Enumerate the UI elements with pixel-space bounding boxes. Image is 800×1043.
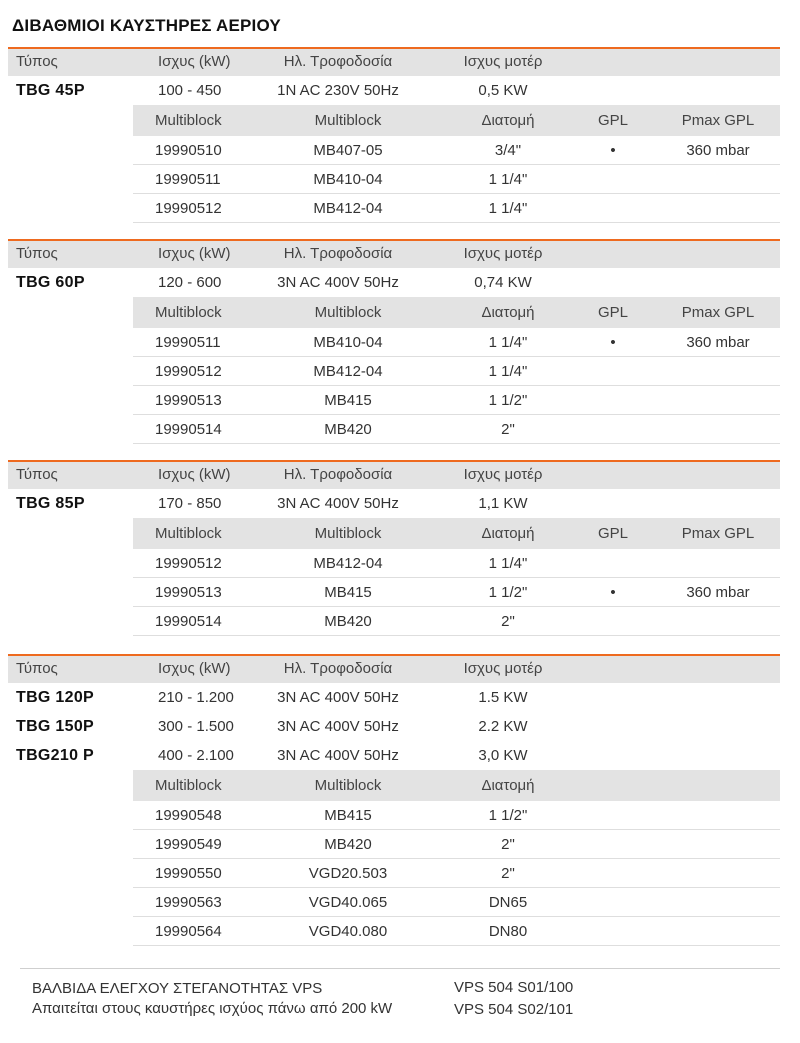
model-power: 120 - 600 (158, 274, 222, 291)
subheader-code: Multiblock (155, 304, 222, 321)
header-type: Τύπος (16, 53, 58, 70)
subheader-multiblock: Multiblock (314, 525, 382, 542)
gpl-marker (583, 549, 643, 578)
vps-title: ΒΑΛΒΙΔΑ ΕΛΕΓΧΟΥ ΣΤΕΓΑΝΟΤΗΤΑΣ VPS (32, 980, 323, 997)
multiblock-model: VGD40.065 (308, 894, 388, 911)
header-type: Τύπος (16, 660, 58, 677)
subheader-pmax: Pmax GPL (681, 525, 755, 542)
vps-code: VPS 504 S02/101 (454, 1001, 574, 1018)
subheader-multiblock: Multiblock (314, 112, 382, 129)
multiblock-diameter: 1 1/2" (488, 807, 528, 824)
pmax-gpl (663, 386, 773, 415)
multiblock-model: MB420 (324, 613, 372, 630)
vps-footer (20, 968, 780, 1018)
header-type: Τύπος (16, 466, 58, 483)
model-name: TBG 85P (16, 495, 85, 512)
model-power: 170 - 850 (158, 495, 222, 512)
pmax-gpl: 360 mbar (686, 334, 750, 351)
subheader-code: Multiblock (155, 525, 222, 542)
multiblock-row (133, 859, 780, 888)
model-motor: 0,74 KW (474, 274, 532, 291)
multiblock-model: MB415 (324, 807, 372, 824)
multiblock-model: VGD20.503 (308, 865, 388, 882)
model-supply: 1N AC 230V 50Hz (277, 82, 399, 99)
subheader-pmax: Pmax GPL (681, 304, 755, 321)
multiblock-code: 19990514 (155, 421, 222, 438)
burner-group (8, 239, 780, 444)
multiblock-row (133, 357, 780, 386)
multiblock-code: 19990511 (155, 171, 221, 188)
multiblock-model: MB412-04 (313, 200, 383, 217)
multiblock-model: MB412-04 (313, 363, 383, 380)
multiblock-row (133, 386, 780, 415)
spec-header-row (8, 47, 780, 76)
subheader-gpl: GPL (597, 304, 628, 321)
multiblock-code: 19990564 (155, 923, 222, 940)
multiblock-row (133, 607, 780, 636)
multiblock-code: 19990548 (155, 807, 222, 824)
multiblock-diameter: 1 1/4" (488, 363, 528, 380)
multiblock-code: 19990550 (155, 865, 222, 882)
gpl-marker (583, 194, 643, 223)
subheader-pmax: Pmax GPL (681, 112, 755, 129)
model-supply: 3N AC 400V 50Hz (277, 495, 399, 512)
spec-header-row (8, 460, 780, 489)
model-motor: 3,0 KW (478, 747, 528, 764)
header-power: Ισχυς (kW) (158, 466, 231, 483)
multiblock-code: 19990513 (155, 584, 222, 601)
model-row (8, 741, 780, 770)
model-motor: 2.2 KW (478, 718, 528, 735)
subheader-diameter: Διατομή (481, 525, 535, 542)
gpl-marker: • (610, 584, 616, 601)
model-row (8, 683, 780, 712)
spec-header-row (8, 654, 780, 683)
model-name: TBG210 P (16, 747, 94, 764)
model-power: 300 - 1.500 (158, 718, 234, 735)
model-power: 400 - 2.100 (158, 747, 234, 764)
model-row (8, 489, 780, 518)
multiblock-model: MB412-04 (313, 555, 383, 572)
multiblock-row (133, 549, 780, 578)
multiblock-diameter: 1 1/2" (488, 584, 528, 601)
multiblock-model: MB415 (324, 392, 372, 409)
multiblock-code: 19990513 (155, 392, 222, 409)
multiblock-model: MB420 (324, 836, 372, 853)
multiblock-diameter: 2" (501, 613, 515, 630)
multiblock-diameter: DN65 (488, 894, 528, 911)
spec-header-row (8, 239, 780, 268)
multiblock-row (133, 328, 780, 357)
multiblock-code: 19990549 (155, 836, 222, 853)
gpl-marker: • (610, 142, 616, 159)
gpl-marker (583, 607, 643, 636)
model-name: TBG 120P (16, 689, 94, 706)
model-supply: 3N AC 400V 50Hz (277, 718, 399, 735)
multiblock-diameter: 1 1/4" (488, 334, 528, 351)
multiblock-model: MB420 (324, 421, 372, 438)
pmax-gpl: 360 mbar (686, 584, 750, 601)
multiblock-diameter: 2" (501, 421, 515, 438)
multiblock-code: 19990512 (155, 200, 222, 217)
header-type: Τύπος (16, 245, 58, 262)
multiblock-row (133, 888, 780, 917)
model-row (8, 268, 780, 297)
multiblock-diameter: 3/4" (494, 142, 522, 159)
multiblock-diameter: 1 1/4" (488, 171, 528, 188)
multiblock-code: 19990514 (155, 613, 222, 630)
multiblock-model: MB407-05 (313, 142, 383, 159)
page-title: ΔΙΒΑΘΜΙΟΙ ΚΑΥΣΤΗΡΕΣ ΑΕΡΙΟΥ (12, 16, 281, 35)
multiblock-model: MB410-04 (313, 334, 383, 351)
model-supply: 3N AC 400V 50Hz (277, 274, 399, 291)
header-motor: Ισχυς μοτέρ (463, 466, 543, 483)
gpl-marker (583, 165, 643, 194)
multiblock-diameter: DN80 (488, 923, 528, 940)
subheader-diameter: Διατομή (481, 112, 535, 129)
multiblock-code: 19990510 (155, 142, 222, 159)
multiblock-header-row (133, 297, 780, 328)
multiblock-model: MB415 (324, 584, 372, 601)
model-name: TBG 150P (16, 718, 94, 735)
gpl-marker: • (610, 334, 616, 351)
pmax-gpl (663, 165, 773, 194)
multiblock-code: 19990563 (155, 894, 222, 911)
model-name: TBG 45P (16, 82, 85, 99)
subheader-diameter: Διατομή (481, 304, 535, 321)
burner-group (8, 47, 780, 223)
model-supply: 3N AC 400V 50Hz (277, 689, 399, 706)
model-motor: 1,1 KW (478, 495, 528, 512)
vps-note: Απαιτείται στους καυστήρες ισχύος πάνω από 200 kW (32, 1000, 393, 1017)
multiblock-diameter: 1 1/4" (488, 200, 528, 217)
header-motor: Ισχυς μοτέρ (463, 660, 543, 677)
model-motor: 1.5 KW (478, 689, 528, 706)
multiblock-row (133, 917, 780, 946)
model-power: 100 - 450 (158, 82, 222, 99)
multiblock-row (133, 136, 780, 165)
multiblock-model: MB410-04 (313, 171, 383, 188)
model-row (8, 76, 780, 105)
multiblock-diameter: 2" (501, 865, 515, 882)
header-supply: Ηλ. Τροφοδοσία (283, 245, 393, 262)
header-power: Ισχυς (kW) (158, 245, 231, 262)
pmax-gpl (663, 357, 773, 386)
gpl-marker (583, 386, 643, 415)
pmax-gpl: 360 mbar (686, 142, 750, 159)
subheader-gpl: GPL (597, 112, 628, 129)
header-supply: Ηλ. Τροφοδοσία (283, 53, 393, 70)
pmax-gpl (663, 549, 773, 578)
header-supply: Ηλ. Τροφοδοσία (283, 466, 393, 483)
subheader-code: Multiblock (155, 777, 222, 794)
pmax-gpl (663, 415, 773, 444)
header-motor: Ισχυς μοτέρ (463, 53, 543, 70)
header-power: Ισχυς (kW) (158, 660, 231, 677)
vps-codes (454, 977, 573, 1021)
burner-group (8, 654, 780, 946)
model-row (8, 712, 780, 741)
multiblock-code: 19990512 (155, 363, 222, 380)
burner-group (8, 460, 780, 636)
multiblock-model: VGD40.080 (308, 923, 388, 940)
multiblock-row (133, 415, 780, 444)
multiblock-code: 19990511 (155, 334, 221, 351)
vps-code: VPS 504 S01/100 (454, 979, 574, 996)
subheader-code: Multiblock (155, 112, 222, 129)
multiblock-code: 19990512 (155, 555, 222, 572)
pmax-gpl (663, 607, 773, 636)
multiblock-row (133, 801, 780, 830)
header-motor: Ισχυς μοτέρ (463, 245, 543, 262)
multiblock-diameter: 1 1/4" (488, 555, 528, 572)
header-supply: Ηλ. Τροφοδοσία (283, 660, 393, 677)
multiblock-row (133, 578, 780, 607)
model-supply: 3N AC 400V 50Hz (277, 747, 399, 764)
subheader-multiblock: Multiblock (314, 777, 382, 794)
multiblock-header-row (133, 105, 780, 136)
multiblock-row (133, 194, 780, 223)
multiblock-header-row (133, 770, 780, 801)
multiblock-row (133, 165, 780, 194)
subheader-gpl: GPL (597, 525, 628, 542)
multiblock-row (133, 830, 780, 859)
model-power: 210 - 1.200 (158, 689, 234, 706)
multiblock-diameter: 2" (501, 836, 515, 853)
header-power: Ισχυς (kW) (158, 53, 231, 70)
multiblock-diameter: 1 1/2" (488, 392, 528, 409)
subheader-diameter: Διατομή (481, 777, 535, 794)
gpl-marker (583, 357, 643, 386)
model-name: TBG 60P (16, 274, 85, 291)
multiblock-header-row (133, 518, 780, 549)
model-motor: 0,5 KW (478, 82, 528, 99)
subheader-multiblock: Multiblock (314, 304, 382, 321)
pmax-gpl (663, 194, 773, 223)
gpl-marker (583, 415, 643, 444)
vps-description (32, 979, 392, 1019)
